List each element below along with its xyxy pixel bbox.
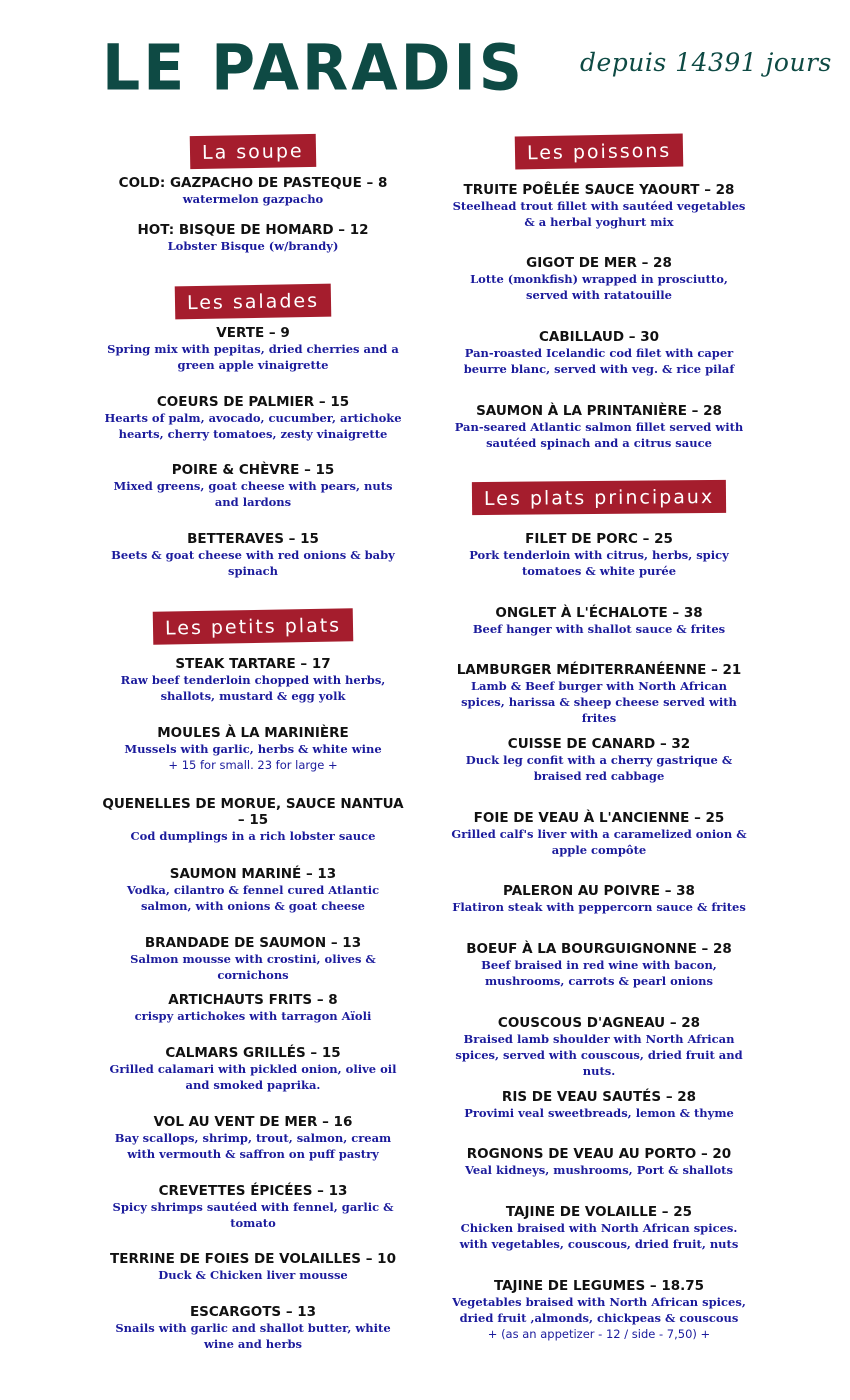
menu-item: FILET DE PORC – 25 Pork tenderloin with citrus, herbs, spicy tomatoes & white purée bbox=[469, 531, 729, 578]
menu-item: COUSCOUS D'AGNEAU – 28 Braised lamb shoulder with North African spices, served with couscous, dried fruit and nuts. bbox=[455, 1015, 743, 1078]
menu-item: POIRE & CHÈVRE – 15 Mixed greens, goat cheese with pears, nuts and lardons bbox=[113, 462, 393, 509]
menu-item: TERRINE DE FOIES DE VOLAILLES – 10 Duck & Chicken liver mousse bbox=[110, 1251, 396, 1282]
menu-item: VOL AU VENT DE MER – 16 Bay scallops, shrimp, trout, salmon, cream with vermouth & saffron on puff pastry bbox=[114, 1114, 392, 1161]
menu-item: VERTE – 9 Spring mix with pepitas, dried cherries and a green apple vinaigrette bbox=[107, 325, 399, 372]
section-header-soupe: La soupe bbox=[102, 135, 404, 168]
menu-item: CUISSE DE CANARD – 32 Duck leg confit with a cherry gastrique & braised red cabbage bbox=[465, 736, 733, 783]
menu-item: FOIE DE VEAU À L'ANCIENNE – 25 Grilled calf's liver with a caramelized onion & apple compôte bbox=[451, 810, 747, 857]
menu-item: BOEUF À LA BOURGUIGNONNE – 28 Beef braised in red wine with bacon, mushrooms, carrots & pearl onions bbox=[466, 941, 732, 988]
restaurant-subtitle: depuis 14391 jours bbox=[580, 48, 832, 77]
menu-item: ARTICHAUTS FRITS – 8 crispy artichokes with tarragon Aïoli bbox=[134, 992, 372, 1023]
menu-item: CABILLAUD – 30 Pan-roasted Icelandic cod filet with caper beurre blanc, served with veg. & rice pilaf bbox=[463, 329, 735, 376]
menu-item: COLD: GAZPACHO DE PASTEQUE – 8 watermelon gazpacho bbox=[118, 175, 388, 206]
menu-item: GIGOT DE MER – 28 Lotte (monkfish) wrapped in prosciutto, served with ratatouille bbox=[470, 255, 728, 302]
menu-item: ONGLET À L'ÉCHALOTE – 38 Beef hanger with shallot sauce & frites bbox=[472, 605, 726, 636]
menu-item: TAJINE DE LEGUMES – 18.75 Vegetables braised with North African spices, dried fruit ,almonds, chickpeas & couscous + (as an appetizer - 12 / side - 7,50) + bbox=[452, 1278, 746, 1341]
menu-item: QUENELLES DE MORUE, SAUCE NANTUA – 15 Cod dumplings in a rich lobster sauce bbox=[102, 796, 404, 843]
menu-item: ROGNONS DE VEAU AU PORTO – 20 Veal kidneys, mushrooms, Port & shallots bbox=[465, 1146, 733, 1177]
menu-item: TAJINE DE VOLAILLE – 25 Chicken braised with North African spices. with vegetables, couscous, dried fruit, nuts bbox=[459, 1204, 739, 1251]
menu-item: CALMARS GRILLÉS – 15 Grilled calamari with pickled onion, olive oil and smoked paprika. bbox=[109, 1045, 397, 1092]
section-header-poissons: Les poissons bbox=[448, 135, 750, 168]
restaurant-title: LE PARADIS bbox=[102, 32, 525, 106]
menu-item: STEAK TARTARE – 17 Raw beef tenderloin chopped with herbs, shallots, mustard & egg yolk bbox=[120, 656, 386, 703]
section-header-plats-principaux: Les plats principaux bbox=[448, 481, 750, 514]
menu-item: PALERON AU POIVRE – 38 Flatiron steak with peppercorn sauce & frites bbox=[452, 883, 746, 914]
menu-item: MOULES À LA MARINIÈRE Mussels with garlic, herbs & white wine + 15 for small. 23 for large + bbox=[124, 725, 382, 772]
menu-item: HOT: BISQUE DE HOMARD – 12 Lobster Bisque (w/brandy) bbox=[137, 222, 369, 253]
menu-item: CREVETTES ÉPICÉES – 13 Spicy shrimps sautéed with fennel, garlic & tomato bbox=[112, 1183, 394, 1230]
section-header-salades: Les salades bbox=[102, 285, 404, 318]
menu-item: COEURS DE PALMIER – 15 Hearts of palm, avocado, cucumber, artichoke hearts, cherry tomatoes, zesty vinaigrette bbox=[104, 394, 402, 441]
menu-item: BETTERAVES – 15 Beets & goat cheese with red onions & baby spinach bbox=[111, 531, 395, 578]
menu-item: SAUMON MARINÉ – 13 Vodka, cilantro & fennel cured Atlantic salmon, with onions & goat cheese bbox=[126, 866, 380, 913]
menu-item: SAUMON À LA PRINTANIÈRE – 28 Pan-seared Atlantic salmon fillet served with sautéed spinach and a citrus sauce bbox=[454, 403, 744, 450]
menu-item: ESCARGOTS – 13 Snails with garlic and shallot butter, white wine and herbs bbox=[115, 1304, 391, 1351]
menu-item: TRUITE POÊLÉE SAUCE YAOURT – 28 Steelhead trout fillet with sautéed vegetables & a herbal yoghurt mix bbox=[452, 182, 746, 229]
menu-item: BRANDADE DE SAUMON – 13 Salmon mousse with crostini, olives & cornichons bbox=[130, 935, 376, 982]
menu-item: RIS DE VEAU SAUTÉS – 28 Provimi veal sweetbreads, lemon & thyme bbox=[464, 1089, 734, 1120]
section-header-petits-plats: Les petits plats bbox=[102, 610, 404, 643]
menu-item: LAMBURGER MÉDITERRANÉENNE – 21 Lamb & Beef burger with North African spices, harissa & sheep cheese served with frites bbox=[456, 662, 742, 725]
